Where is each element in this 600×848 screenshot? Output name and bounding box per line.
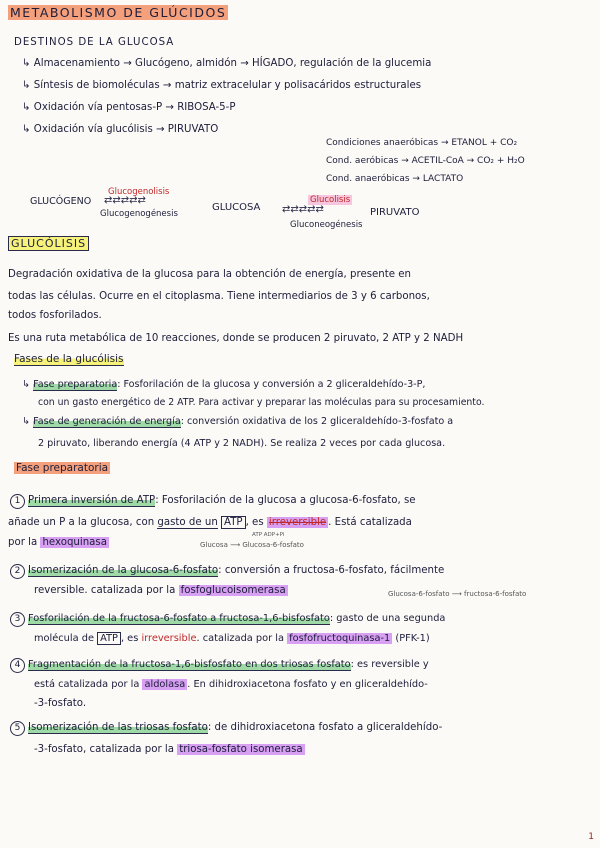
fases-heading: Fases de la glucólisis bbox=[14, 353, 124, 365]
glucolisis-paragraph: Es una ruta metabólica de 10 reacciones, donde se producen 2 piruvato, 2 ATP y 2 NADH bbox=[8, 333, 464, 344]
destino-item: ↳ Oxidación vía glucólisis → PIRUVATO bbox=[22, 124, 219, 135]
branch-item: Cond. aeróbicas → ACETIL-CoA → CO₂ + H₂O bbox=[326, 156, 525, 166]
page-title: METABOLISMO DE GLÚCIDOS bbox=[10, 5, 227, 20]
fase-item: ↳ Fase preparatoria: Fosforilación de la glucosa y conversión a 2 gliceraldehído-3-P, bbox=[22, 379, 426, 390]
step-2-equation: Glucosa-6-fosfato ⟶ fructosa-6-fosfato bbox=[388, 590, 527, 598]
glucolisis-paragraph: Degradación oxidativa de la glucosa para la obtención de energía, presente en bbox=[8, 269, 411, 280]
double-arrow-icon: ⇄⇄⇄⇄⇄ bbox=[104, 195, 146, 206]
glucolisis-paragraph: todos fosforilados. bbox=[8, 310, 102, 321]
step-1-equation: Glucosa ⟶ Glucosa-6-fosfato bbox=[200, 541, 304, 549]
scheme-gluconeogenesis: Gluconeogénesis bbox=[290, 220, 363, 230]
scheme-piruvato: PIRUVATO bbox=[370, 207, 420, 218]
scheme-glucogenogenesis: Glucogenogénesis bbox=[100, 209, 178, 219]
destino-item: ↳ Almacenamiento → Glucógeno, almidón → HÍGADO, regulación de la glucemia bbox=[22, 58, 432, 69]
step-1-line: añade un P a la glucosa, con gasto de un ATP , es irreversible . Está catalizada bbox=[8, 517, 412, 528]
step-2-line: reversible. catalizada por la fosfoglucoisomerasa bbox=[34, 585, 286, 596]
page-number: 1 bbox=[588, 832, 594, 842]
step-2: 2 Isomerización de la glucosa-6-fosfato: conversión a fructosa-6-fosfato, fácilmente bbox=[10, 564, 444, 579]
branch-item: Cond. anaeróbicas → LACTATO bbox=[326, 174, 464, 184]
scheme-glucolisis: Glucolisis bbox=[310, 195, 351, 205]
step-5: 5 Isomerización de las triosas fosfato: de dihidroxiacetona fosfato a gliceraldehído- bbox=[10, 721, 442, 736]
scheme-glucosa: GLUCOSA bbox=[212, 202, 261, 213]
fase-item-cont: 2 piruvato, liberando energía (4 ATP y 2 NADH). Se realiza 2 veces por cada glucosa. bbox=[38, 438, 446, 449]
step-1-cofactors: ATP ADP+Pi bbox=[252, 532, 285, 538]
step-4: 4 Fragmentación de la fructosa-1,6-bisfosfato en dos triosas fosfato: es reversible y bbox=[10, 658, 429, 673]
step-5-line: -3-fosfato, catalizada por la triosa-fosfato isomerasa bbox=[34, 744, 303, 755]
destinos-heading: DESTINOS DE LA GLUCOSA bbox=[14, 37, 175, 48]
preparatoria-heading: Fase preparatoria bbox=[16, 462, 109, 474]
step-1-line: por la hexoquinasa bbox=[8, 537, 107, 548]
step-1: 1 Primera inversión de ATP: Fosforilación de la glucosa a glucosa-6-fosfato, se bbox=[10, 494, 416, 509]
destino-item: ↳ Síntesis de biomoléculas → matriz extracelular y polisacáridos estructurales bbox=[22, 80, 422, 91]
destino-item: ↳ Oxidación vía pentosas-P → RIBOSA-5-P bbox=[22, 102, 236, 113]
step-3: 3 Fosforilación de la fructosa-6-fosfato a fructosa-1,6-bisfosfato: gasto de una segunda bbox=[10, 612, 445, 627]
branch-item: Condiciones anaeróbicas → ETANOL + CO₂ bbox=[326, 138, 518, 148]
step-4-line: está catalizada por la aldolasa . En dihidroxiacetona fosfato y en gliceraldehído- bbox=[34, 679, 428, 690]
fase-item: ↳ Fase de generación de energía: conversión oxidativa de los 2 gliceraldehído-3-fosfato a bbox=[22, 416, 454, 427]
fase-item-cont: con un gasto energético de 2 ATP. Para activar y preparar las moléculas para su procesamiento. bbox=[38, 397, 485, 408]
glucolisis-paragraph: todas las células. Ocurre en el citoplasma. Tiene intermediarios de 3 y 6 carbonos, bbox=[8, 291, 430, 302]
double-arrow-icon: ⇄⇄⇄⇄⇄ bbox=[282, 204, 324, 215]
scheme-glucogenolisis: Glucogenolisis bbox=[108, 187, 170, 197]
glucolisis-heading: GLUCÓLISIS bbox=[8, 237, 89, 250]
step-4-line: -3-fosfato. bbox=[34, 698, 87, 709]
scheme-glucogeno: GLUCÓGENO bbox=[30, 196, 92, 207]
step-3-line: molécula de ATP , es irreversible. catalizada por la fosfofructoquinasa-1 (PFK-1) bbox=[34, 633, 430, 644]
